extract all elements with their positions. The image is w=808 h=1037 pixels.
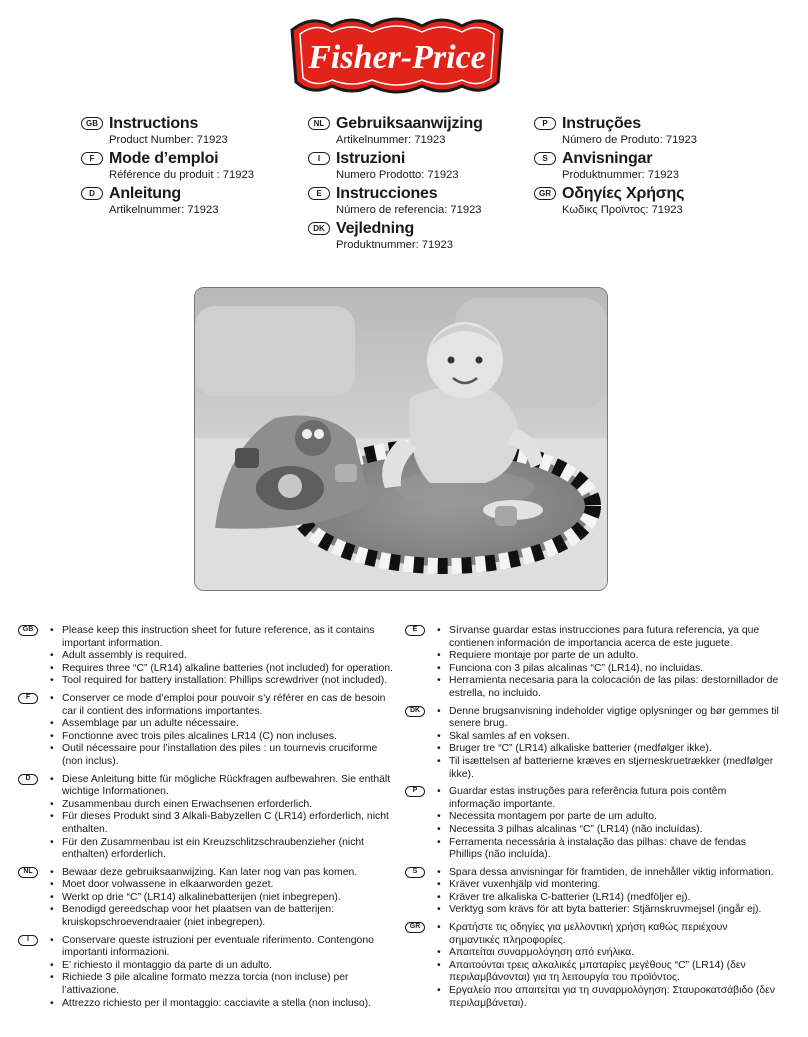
product-number: Produktnummer: 71923: [336, 239, 453, 251]
section-dk: [405, 706, 780, 782]
list-item: • Sírvanse guardar estas instrucciones para futura referencia, ya que contienen información de importancia acerca de este juguete.: [449, 625, 780, 650]
section-gr: [405, 922, 780, 1010]
header-lang-i: [308, 148, 483, 183]
list-item: • Conservare queste istruzioni per eventuale riferimento. Contengono importanti informazioni.: [62, 935, 393, 960]
list-item: • Ferramenta necessária à instalação das pilhas: chave de fendas Phillips (não incluída).: [449, 837, 780, 862]
list-item: • Conserver ce mode d’emploi pour pouvoir s’y référer en cas de besoin car il contient des informations importantes.: [62, 693, 393, 718]
list-item: • Für dieses Produkt sind 3 Alkali-Babyzellen C (LR14) erforderlich, nicht enthalten.: [62, 811, 393, 836]
section-i: [18, 935, 393, 1011]
list-item: • Tool required for battery installation: Phillips screwdriver (not included).: [62, 675, 393, 688]
lang-badge: DK: [405, 706, 425, 717]
lang-title: Instruções: [562, 114, 641, 132]
lang-title: Anvisningar: [562, 149, 653, 167]
lang-badge: D: [18, 774, 38, 785]
header-lang-f: [81, 148, 254, 183]
list-item: • Verktyg som krävs för att byta batterier: Stjärnskruvmejsel (ingår ej).: [449, 904, 780, 917]
header-lang-s: [534, 148, 697, 183]
lang-title: Istruzioni: [336, 149, 406, 167]
product-number: Référence du produit : 71923: [109, 169, 254, 181]
lang-badge: GB: [18, 625, 38, 636]
lang-badge: D: [81, 187, 103, 200]
list-item: • Εργαλείο που απαιτείται για τη συναρμολόγηση: Σταυροκατσάβιδο (δεν περιλαμβάνεται).: [449, 985, 780, 1010]
lang-badge: P: [534, 117, 556, 130]
list-item: • Bruger tre “C” (LR14) alkaliske batterier (medfølger ikke).: [449, 743, 780, 756]
list-item: • Please keep this instruction sheet for future reference, as it contains important information.: [62, 625, 393, 650]
lang-badge: GR: [405, 922, 425, 933]
lang-badge: S: [405, 867, 425, 878]
list-item: • E’ richiesto il montaggio da parte di un adulto.: [62, 960, 393, 973]
lang-badge: I: [18, 935, 38, 946]
lang-title: Instrucciones: [336, 184, 438, 202]
list-item: • Attrezzo richiesto per il montaggio: cacciavite a stella (non incluso).: [62, 998, 393, 1011]
list-item: • Zusammenbau durch einen Erwachsenen erforderlich.: [62, 799, 393, 812]
body-col-left: [18, 625, 393, 1015]
header-lang-gb: [81, 113, 254, 148]
fisher-price-logo: [286, 12, 508, 98]
lang-badge: P: [405, 786, 425, 797]
list-item: • Outil nécessaire pour l’installation des piles : un tournevis cruciforme (non inclus).: [62, 743, 393, 768]
list-item: • Skal samles af en voksen.: [449, 731, 780, 744]
lang-title: Vejledning: [336, 219, 415, 237]
list-item: • Denne brugsanvisning indeholder vigtige oplysninger og bør gemmes til senere brug.: [449, 706, 780, 731]
lang-badge: DK: [308, 222, 330, 235]
section-d: [18, 774, 393, 862]
lang-badge: I: [308, 152, 330, 165]
lang-badge: GR: [534, 187, 556, 200]
product-number: Número de Produto: 71923: [562, 134, 697, 146]
header-lang-e: [308, 183, 483, 218]
lang-badge: NL: [18, 867, 38, 878]
list-item: • Werkt op drie “C” (LR14) alkalinebatterijen (niet inbegrepen).: [62, 892, 393, 905]
section-p: [405, 786, 780, 862]
list-item: • Κρατήστε τις οδηγίες για μελλοντική χρήση καθώς περιέχουν σημαντικές πληροφορίες.: [449, 922, 780, 947]
section-nl: [18, 867, 393, 930]
header-lang-p: [534, 113, 697, 148]
header-lang-gr: [534, 183, 697, 218]
list-item: • Απαιτούνται τρεις αλκαλικές μπαταρίες μεγέθους “C” (LR14) (δεν περιλαμβάνονται) για τη λειτουργία του προϊόντος.: [449, 960, 780, 985]
list-item: • Bewaar deze gebruiksaanwijzing. Kan later nog van pas komen.: [62, 867, 393, 880]
product-number: Κωδικς Προϊντος: 71923: [562, 204, 683, 216]
lang-badge: GB: [81, 117, 103, 130]
lang-badge: S: [534, 152, 556, 165]
lang-title: Mode d’emploi: [109, 149, 219, 167]
lang-title: Gebruiksaanwijzing: [336, 114, 483, 132]
list-item: • Guardar estas instruções para referência futura pois contêm informação importante.: [449, 786, 780, 811]
list-item: • Απαιτείται συναρμολόγηση από ενήλικα.: [449, 947, 780, 960]
header-col-2: [308, 113, 483, 253]
lang-title: Instructions: [109, 114, 199, 132]
list-item: • Benodigd gereedschap voor het plaatsen van de batterijen: kruiskopschroevendraaier (niet inbegrepen).: [62, 904, 393, 929]
list-item: • Diese Anleitung bitte für mögliche Rückfragen aufbewahren. Sie enthält wichtige Informationen.: [62, 774, 393, 799]
list-item: • Spara dessa anvisningar för framtiden, de innehåller viktig information.: [449, 867, 780, 880]
header-lang-dk: [308, 218, 483, 253]
lang-title: Anleitung: [109, 184, 181, 202]
list-item: • Herramienta necesaria para la colocación de las pilas: destornillador de estrella, no incluido.: [449, 675, 780, 700]
body-col-right: [405, 625, 780, 1015]
lang-badge: E: [405, 625, 425, 636]
list-item: • Kräver vuxenhjälp vid montering.: [449, 879, 780, 892]
header-lang-nl: [308, 113, 483, 148]
list-item: • Adult assembly is required.: [62, 650, 393, 663]
lang-badge: F: [81, 152, 103, 165]
product-number: Produktnummer: 71923: [562, 169, 679, 181]
product-number: Artikelnummer: 71923: [109, 204, 219, 216]
product-number: Numero Prodotto: 71923: [336, 169, 459, 181]
list-item: • Funciona con 3 pilas alcalinas “C” (LR14), no incluidas.: [449, 663, 780, 676]
list-item: • Necessita 3 pilhas alcalinas “C” (LR14) (não incluídas).: [449, 824, 780, 837]
lang-badge: E: [308, 187, 330, 200]
header-lang-d: [81, 183, 254, 218]
product-number: Product Number: 71923: [109, 134, 228, 146]
list-item: • Necessita montagem por parte de um adulto.: [449, 811, 780, 824]
lang-title: Οδηγίες Χρήσης: [562, 184, 685, 202]
list-item: • Requires three “C” (LR14) alkaline batteries (not included) for operation.: [62, 663, 393, 676]
list-item: • Für den Zusammenbau ist ein Kreuzschlitzschraubenzieher (nicht enthalten) erforderlich.: [62, 837, 393, 862]
product-photo: [194, 287, 608, 591]
lang-badge: F: [18, 693, 38, 704]
section-f: [18, 693, 393, 769]
section-gb: [18, 625, 393, 688]
section-s: [405, 867, 780, 917]
list-item: • Fonctionne avec trois piles alcalines LR14 (C) non incluses.: [62, 731, 393, 744]
product-number: Número de referencia: 71923: [336, 204, 482, 216]
lang-badge: NL: [308, 117, 330, 130]
brand-name: Fisher-Price: [308, 39, 486, 76]
section-e: [405, 625, 780, 701]
list-item: • Moet door volwassene in elkaarworden gezet.: [62, 879, 393, 892]
header-col-3: [534, 113, 697, 218]
list-item: • Requiere montaje por parte de un adulto.: [449, 650, 780, 663]
product-number: Artikelnummer: 71923: [336, 134, 446, 146]
list-item: • Assemblage par un adulte nécessaire.: [62, 718, 393, 731]
list-item: • Richiede 3 pile alcaline formato mezza torcia (non incluse) per l’attivazione.: [62, 972, 393, 997]
list-item: • Kräver tre alkaliska C-batterier (LR14) (medföljer ej).: [449, 892, 780, 905]
header-col-1: [81, 113, 254, 218]
list-item: • Til isættelsen af batterierne kræves en stjerneskruetrækker (medfølger ikke).: [449, 756, 780, 781]
